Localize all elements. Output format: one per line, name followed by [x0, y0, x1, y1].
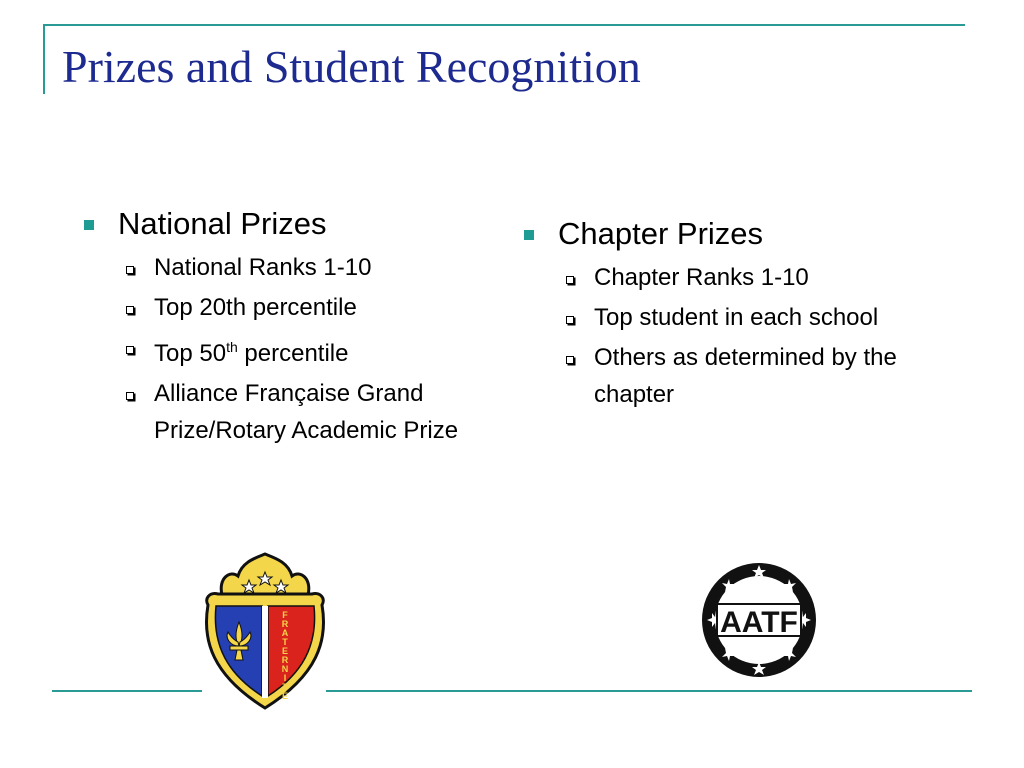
list-item-text: Top 20th percentile	[154, 294, 357, 321]
list-item	[558, 299, 964, 336]
national-prizes-heading	[84, 205, 514, 243]
checkbox-bullet-icon	[126, 266, 134, 274]
chapter-prizes-heading	[524, 215, 964, 253]
slide-title: Prizes and Student Recognition	[62, 41, 641, 92]
national-prizes-column	[84, 205, 514, 452]
list-item-superscript: th	[226, 339, 238, 355]
list-item	[118, 249, 514, 286]
square-bullet-icon	[524, 230, 534, 240]
list-item	[118, 375, 514, 449]
aatf-logo	[699, 560, 819, 680]
bottom-line-right	[326, 690, 972, 692]
checkbox-bullet-icon	[126, 306, 134, 314]
list-item	[558, 259, 964, 296]
list-item-text: Alliance Française Grand Prize/Rotary Academic Prize	[154, 380, 459, 444]
aatf-text: AATF	[720, 606, 798, 639]
heading-text: Chapter Prizes	[558, 216, 764, 251]
list-item-text: Others as determined by the chapter	[594, 344, 897, 408]
checkbox-bullet-icon	[566, 316, 574, 324]
checkbox-bullet-icon	[566, 276, 574, 284]
heading-text: National Prizes	[118, 206, 327, 241]
checkbox-bullet-icon	[566, 356, 574, 364]
list-item-text: Chapter Ranks 1-10	[594, 264, 809, 291]
list-item-prefix: Top 50	[154, 340, 227, 367]
list-item	[118, 289, 514, 326]
bottom-line-left	[52, 690, 202, 692]
chapter-prizes-column	[524, 215, 964, 416]
list-item-text: National Ranks 1-10	[154, 254, 372, 281]
list-item-text: Top student in each school	[594, 304, 879, 331]
frame-top-line	[43, 24, 965, 26]
frame-left-line	[43, 24, 45, 94]
chapter-prizes-list	[524, 259, 964, 413]
national-prizes-list	[84, 249, 514, 449]
list-item-suffix: percentile	[237, 340, 349, 367]
fraternite-shield-logo	[200, 550, 330, 713]
list-item	[118, 329, 514, 372]
checkbox-bullet-icon	[126, 392, 134, 400]
list-item	[558, 339, 964, 413]
emblem-text: F R A T E R N I T É	[281, 610, 289, 701]
square-bullet-icon	[84, 220, 94, 230]
checkbox-bullet-icon	[126, 346, 134, 354]
